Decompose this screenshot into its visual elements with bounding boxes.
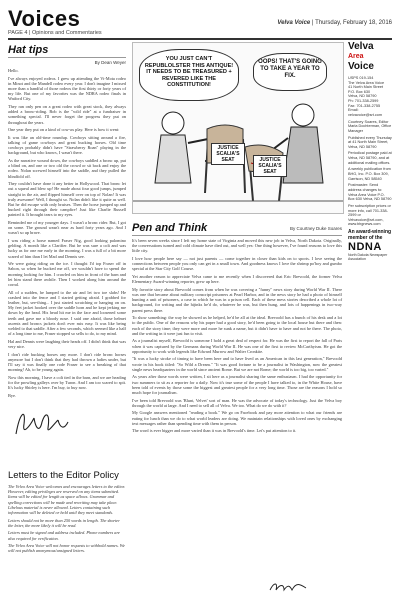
masthead-info-block: Published every Thursday at 41 North Main Street, Velva, ND 58790 [348, 135, 392, 149]
masthead-info-block: Courtney Soares, Editor Marla Dochterman, Office Manager [348, 119, 392, 133]
pen-ink-paragraph: I love how people here say — not just parents — come together in closer than kids on to sports. I love seeing the connections between people you only can get in a small town. And goodness knows I love the shrimp po'boy and gumbo special at the Star City Golf Course. [132, 256, 342, 272]
pen-ink-paragraph: My Google answers mentioned "reading a book." We go on Facebook and pay more attention to what our friends are eating for lunch than we do to what world leaders are doing. We maintain relationships with loved ones by exchanging text messages rather than spending time with them in person. [132, 410, 342, 426]
pen-ink-paragraph: I've been told Brevoold was 'Blunt, Velvet' sort of man. He was the advocate of today's technology. Just the Velva boy through the world at large. And I need to sell all of Velva. We too. What do we do with it? [132, 397, 342, 408]
hat-tips-paragraph: They couldn't have done it any better in Hollywood. That bronc let out a squeal and blew up! He made about four good jumps, jumped straight in the air, and flipped himself over on top of Nolan! It was truly awesome! Well, I thought so. Nolan didn't like it quite as well. But he did escape with only bruises. Then the horse jumped up and bucked right through their campfire! Just like Charlie Russell painted it. It brought tears to my eyes. [8, 181, 126, 218]
masthead-info [348, 76, 392, 227]
hat-tips-paragraph: All of a sudden, he lumped to the air and let two toe slabs! He crashed into the fence and I started getting afraid. I grabbed for leather, but, see-thing... I just started scratching or hanging on on. My feet jacket hooked over the saddle horn and he kept jerking me down by the head. His head hit me in the face and loosened some teeth and gave me a bloody nose. I said one afraid, those helmet ascents and broncs jackets don't ever mix easy. It was like being welded to that saddle. After a few seconds, which seemed like a half of a long time to me, Fraser stopped so sellx to do, to my mind. [8, 289, 126, 337]
hat-tips-paragraph: Hello. [8, 68, 19, 73]
pen-ink-paragraph: It's been seven weeks since I left my home state of Virginia and moved this new job in Velva, North Dakota. Originally, the conversations turned and cold climate have died out, and well yes: One thing however, I've found reasons to love this little city. [132, 238, 342, 254]
masthead-title-line: Area [348, 53, 364, 60]
hat-tips-title: Hat tips [8, 44, 126, 58]
masthead-title-line: Velva [348, 41, 374, 52]
editorial-cartoon [132, 42, 344, 214]
masthead-info-block: Periodical postage paid at Velva, ND 58790, and at additional mailing offices. [348, 151, 392, 165]
pen-ink-body [132, 238, 342, 436]
section-subtitle: PAGE 4 | Opinions and Commentaries [8, 30, 102, 36]
letters-intro: The Velva Area Voice welcomes and encourages letters to the editor. However, editing privileges are reserved on any items submitted. Items will be edited for length as space allows. Grammar and spelling corrections will be made and rewriting may take place. Libelous material is never allowed. Letters containing such information will be deleted or held until they meet standards. [8, 484, 126, 516]
pen-ink-title: Pen and Think [132, 222, 208, 234]
issue-date: Thursday, February 18, 2016 [315, 20, 392, 26]
masthead-info-block: USPS 019-154 The Velva Area Voice 41 North Main Street P.O. Box 630 Velva, ND 58790 Ph: 701-338-2599 Fax: 701-338-2755 Email: velvavoice@srt.com [348, 76, 385, 117]
header-rule [8, 38, 392, 40]
hat-tips-paragraph: Now this morning, I have a colt tied in the barn, and we are heading for the prowling galleys over by Turon. And I am too scared to spit. It's lucky Shirley is here. I'm buy, to buy now. [8, 374, 126, 391]
masthead-title [348, 42, 392, 72]
pen-ink-byline: By Courtney Duke Soares [289, 226, 342, 231]
hat-tips-byline: By Dean Weyer [94, 60, 126, 65]
award-line: An award-winning member of the [348, 229, 392, 242]
hat-tips-column [8, 44, 126, 400]
hat-tips-paragraph: I've always enjoyed rodeos. I grew up attending the Vi-Mota rodeo in Minot and the Mandell rodeo every year. I don't imagine I missed more than a handful of those rodeos the first thirty or forty years of my life. But one of my favorites was the NDRA rodeo finals in Watford City. [8, 75, 126, 102]
letters-rule: Letters should not be more than 250 words in length. The shorter the letter, the more likely it will be read. [8, 517, 120, 528]
pen-ink-paragraph: To show something: the way he showed us he helped, he'd be all at the ideal. Brevoold has a bunch of his desk and a lot to the public. One of the reasons why his paper had a good story, he'd been going to the local house but there and then: each of the story time; they were more and more he sunk a name, but it didn't have to have and not be there. The photo, and the writing in it were just fun to visit. [132, 315, 342, 336]
pen-ink-paragraph: As a journalist myself, Brevoold is someone I hold a great deal of respect for. He was the first to report the fall of Paris when it was captured by the Germans during World War II. He was one of the first to review McCarthyism. He got the opportunity to work with legends like Edward Murrow and Walter Cronkite. [132, 338, 342, 354]
hat-tips-body [8, 68, 126, 398]
pen-ink-paragraph: The word is ever bigger and more varied than it was in Brevoold's time. Let's put attention to it. [132, 428, 297, 434]
ndna-subtitle: North Dakota Newspaper Association [348, 253, 388, 262]
ndna-logo: NDNA [348, 241, 382, 254]
masthead-info-block: Postmaster: Send address changes to: Velva Area Voice P.O. Box 630 Velva, ND 58790 [348, 183, 392, 202]
cartoon-right-speech-bubble: OOPS! THAT'S GOING TO TAKE A YEAR TO FIX. [253, 53, 327, 91]
letters-title: Letters to the Editor Policy [8, 470, 119, 481]
cartoon-left-speech-bubble: YOU JUST CAN'T REPUBLOLSTER THIS ANTIQUE! IT NEEDS TO BE TREASURED + REVERED LIKE THE CONSTITUTION! [139, 49, 239, 101]
masthead-info-block: A weekly publication from BHG, Inc. P.O. Box 309, Garrison, ND 58540 [348, 167, 391, 181]
cartoon-drawing [133, 43, 343, 213]
pen-ink-paragraph: "It was a lucky stroke of timing to have been here and to have lived as an American in this last generation," Brevoold wrote in his book titled: "So Wild a Dream." "It was good fortune to be a journalist in Washington, now the greatest single news headquarters in the world since ancient Rome. But we are not Rome; the world is too big, too varied." [132, 356, 342, 372]
section-title: Voices [8, 6, 81, 31]
page-header [8, 6, 392, 36]
masthead-sidebar [348, 42, 392, 261]
pen-ink-paragraph: Yet another reason to appreciate Velva came to me recently when I discovered that Eric Brevoold, the former Velva Elementary Award-winning reporter, grew up here. [132, 274, 342, 285]
author-signature [12, 404, 72, 440]
pen-ink-rule [132, 235, 342, 236]
paper-name: Velva Voice [277, 20, 311, 26]
hat-tips-paragraph: It was like an old-time roundup. Cowboys sitting around a fire, talking of game cowboys and great bucking horses. Old time cowboys probably didn't have "Strawberry Roan" playing in the background, but who knows, I wasn't there. [8, 134, 126, 156]
hat-tips-paragraph: They ran only pen on a great rodeo with great stock, they always added a bronc-riding. Bob is the "wild ride" at a fundraiser in something special. I'll never forget the progress they put on throughout the years. [8, 104, 126, 125]
hat-tips-paragraph: Reminded me of my younger days. I wasn't a bronc rider. But, I got on some. The ground wasn't near as hard forty years ago. And I wasn't so up brave. [8, 220, 126, 236]
hat-tips-paragraph: I was riding a horse named Fraser Nig, good looking palomino gelding. A month like a Clarifier. But he was sure a colt and was lucky as for one me early in the morning. I was a full of a bit more scared of him than I let Mad and Dennis see. [8, 238, 126, 259]
letters-rule: The Velva Area Voice will not honor requests to withhold names. We will not publish anonymous/unsigned letters. [8, 543, 125, 554]
pen-ink-paragraph: My favorite story about Brevoold comes from when he was covering a "funny" news story during World War II. There was one that became about military conscript prisoners at Pearl Harbor, and in the news story he had a photo of himself hunting a unit of prisoners, a case in which he was in a prison cell. Each of these mess stories described a whole lot of background, for writing and the hijinks he'd do, whatever he was, but then hung, and lots of happenings in two-way parent press there. [132, 286, 342, 313]
masthead-info-block: Per subscription prices or more info, call 701-338-2599 or Velvavoice@srt.com, www.bhgnews.com [348, 203, 391, 227]
hat-tips-paragraph: One year they put on a kind of cow-ax play. Here is how it went: [8, 127, 120, 133]
header-dateline: Velva Voice | Thursday, February 18, 2016 [277, 20, 392, 26]
columnist-signature [268, 580, 308, 594]
letters-policy [8, 470, 126, 556]
hat-tips-paragraph: Hal and Dennis were laughing their heads off. I didn't think that was very nice. [8, 338, 126, 350]
hat-tips-paragraph: As the narrative wound down, the cowboys saddled a bronc up, put a blind on, and one or two old the crowd or sit back and enjoy the rodeo. Nolan screwed himself into the saddle, and they pulled the blindfold off. [8, 158, 126, 179]
cartoon-left-seat-sign: JUSTICE SCALIA'S SEAT [211, 143, 245, 165]
hat-tips-paragraph: Bye. [8, 392, 16, 398]
hat-tips-paragraph: We were going riding on the ice. I thought I'd top Fraser off in Sabon, so when he bucked me off, we wouldn't have to spend the morning looking for him. I crawled on him in front of the barn and let him stand there awhile. Then I worked along him around the corral. [8, 261, 126, 288]
hat-tips-paragraph: I don't ride bucking horses any more. I don't ride bronc horses anymore but I don't think that they had thrown a ladies under, but I'll say it was finally one rode Fraser to see a breaking of that morning! Ah, to be young again. [8, 351, 126, 373]
letters-rule: Letters must be signed and address included. Phone numbers are also required for verification. [8, 530, 120, 541]
cartoon-right-seat-sign: JUSTICE SCALIA'S SEAT [253, 155, 287, 177]
pen-ink-paragraph: As years after those words were written, I sit here as a journalist sharing the same enthusiasm. I had the opportunity for two summers to sit as a reporter for a daily. Now it's true some of the people I have talked to, in the White House, have been told of events by those some the biggest and greatest people for a very long time. Those are the reasons I hold so much hope for journalism. [132, 374, 342, 396]
masthead-title-line: Voice [348, 61, 374, 72]
